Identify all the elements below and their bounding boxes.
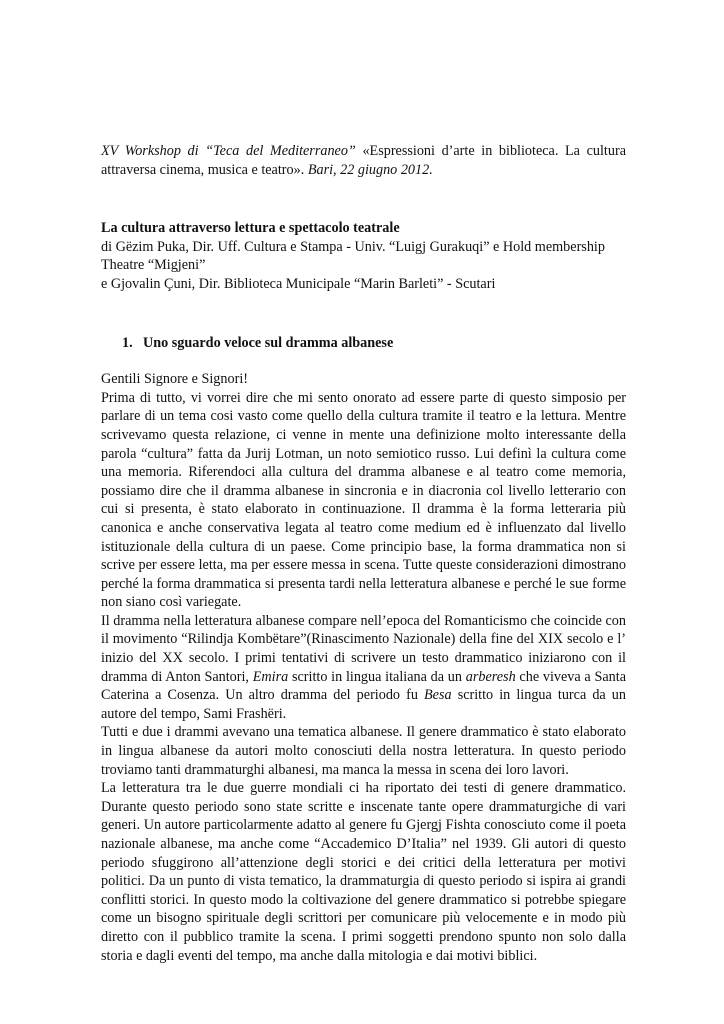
- arberesh-term: arberesh: [465, 668, 516, 685]
- event-header: [101, 142, 626, 179]
- paragraph-4: La letteratura tra le due guerre mondiali ci ha riportato dei testi di genere drammatico. Durante questo periodo sono state scritte e inscenate tante opere drammaturgiche di vari generi. Un autore particolarmente adatto al genere fu Gjergj Fishta conosciuto come il poeta nazionale albanese, ma anche come “Accademico D’Italia” nel 1939. Gli autori di questo periodo sfuggirono all’attenzione degli storici e dei critici della letteratura per motivi politici. Da un punto di vista tematico, la drammaturgia di questo periodo si ispira ai grandi conflitti storici. In questo modo la coltivazione del genere drammatico si potrebbe spiegare come un bisogno spirituale degli scrittori per comunicare più velocemente e in modo più diretto con il pubblico tramite la scena. I primi soggetti prendono spunto non solo dalla storia e dagli eventi del tempo, ma anche dalla mitologia e dai motivi biblici.: [101, 780, 626, 964]
- besa-title: Besa: [424, 687, 452, 704]
- workshop-name: XV Workshop di “Teca del Mediterraneo”: [101, 143, 356, 159]
- event-place-date: Bari, 22 giugno 2012.: [307, 161, 433, 178]
- author-line-2: e Gjovalin Çuni, Dir. Biblioteca Municipale “Marin Barleti” - Scutari: [101, 275, 496, 292]
- paragraph-3: Tutti e due i drammi avevano una tematica albanese. Il genere drammatico è stato elaborato in lingua albanese da autori molto conosciuti della nostra letteratura. In questo periodo troviamo tanti drammaturghi albanesi, ma manca la messa in scena dei loro lavori.: [101, 724, 626, 778]
- section-number: 1.: [122, 334, 133, 351]
- paragraph-2-text-d: scritto in lingua turca da un autore del tempo, Sami Frashëri.: [101, 687, 626, 722]
- body-text: [101, 370, 626, 965]
- event-title: «Espressioni d’arte in biblioteca. La cultura attraversa cinema, musica e teatro».: [101, 143, 626, 178]
- paragraph-2: [101, 612, 626, 724]
- article-title: La cultura attraverso lettura e spettacolo teatrale: [101, 220, 400, 237]
- section-heading: [101, 334, 626, 353]
- paragraph-1: Prima di tutto, vi vorrei dire che mi sento onorato ad essere parte di questo simposio per parlare di un tema cosi vasto come quello della cultura tramite il teatro e la lettura. Mentre scrivevamo questa relazione, ci venne in mente una definizione molto interessante della parola “cultura” fatta da Jurij Lotman, un noto semiotico russo. Lui definì la cultura come una memoria. Riferendoci alla cultura del dramma albanese e al teatro come memoria, possiamo dire che il dramma albanese in sincronia e in diacronia col livello letterario con cui si presenta, è stato elaborato in continuazione. Il dramma è la forma letteraria più canonica e anche conservativa legata al teatro come medium ed è influenzato dal livello istituzionale della cultura di un paese. Come principio base, la forma drammatica non si scrive per essere letta, ma per essere messa in scena. Tutte queste considerazioni dimostrano perché la forma drammatica si presenta tardi nella letteratura albanese e perché le sue forme non siano così variegate.: [101, 389, 626, 611]
- emira-title: Emira: [252, 668, 289, 685]
- author-line-1: di Gëzim Puka, Dir. Uff. Cultura e Stampa - Univ. “Luigj Gurakuqi” e Hold membership Theatre “Migjeni”: [101, 238, 605, 274]
- article-title-block: [101, 219, 626, 293]
- paragraph-2-text-a: Il dramma nella letteratura albanese compare nell’epoca del Romanticismo che coincide con il movimento “Rilindja Kombëtare”(Rinascimento Nazionale) della fine del XIX secolo e l’ inizio del XX secolo. I primi tentativi di scrivere un testo drammatico iniziarono con il dramma di Anton Santori,: [101, 612, 626, 685]
- section-title: Uno sguardo veloce sul dramma albanese: [143, 334, 394, 351]
- paragraph-2-text-c: che viveva a Santa Caterina a Cosenza. Un altro dramma del periodo fu: [101, 668, 626, 704]
- paragraph-2-text-b: scritto in lingua italiana da un: [288, 668, 466, 685]
- greeting: Gentili Signore e Signori!: [101, 371, 248, 388]
